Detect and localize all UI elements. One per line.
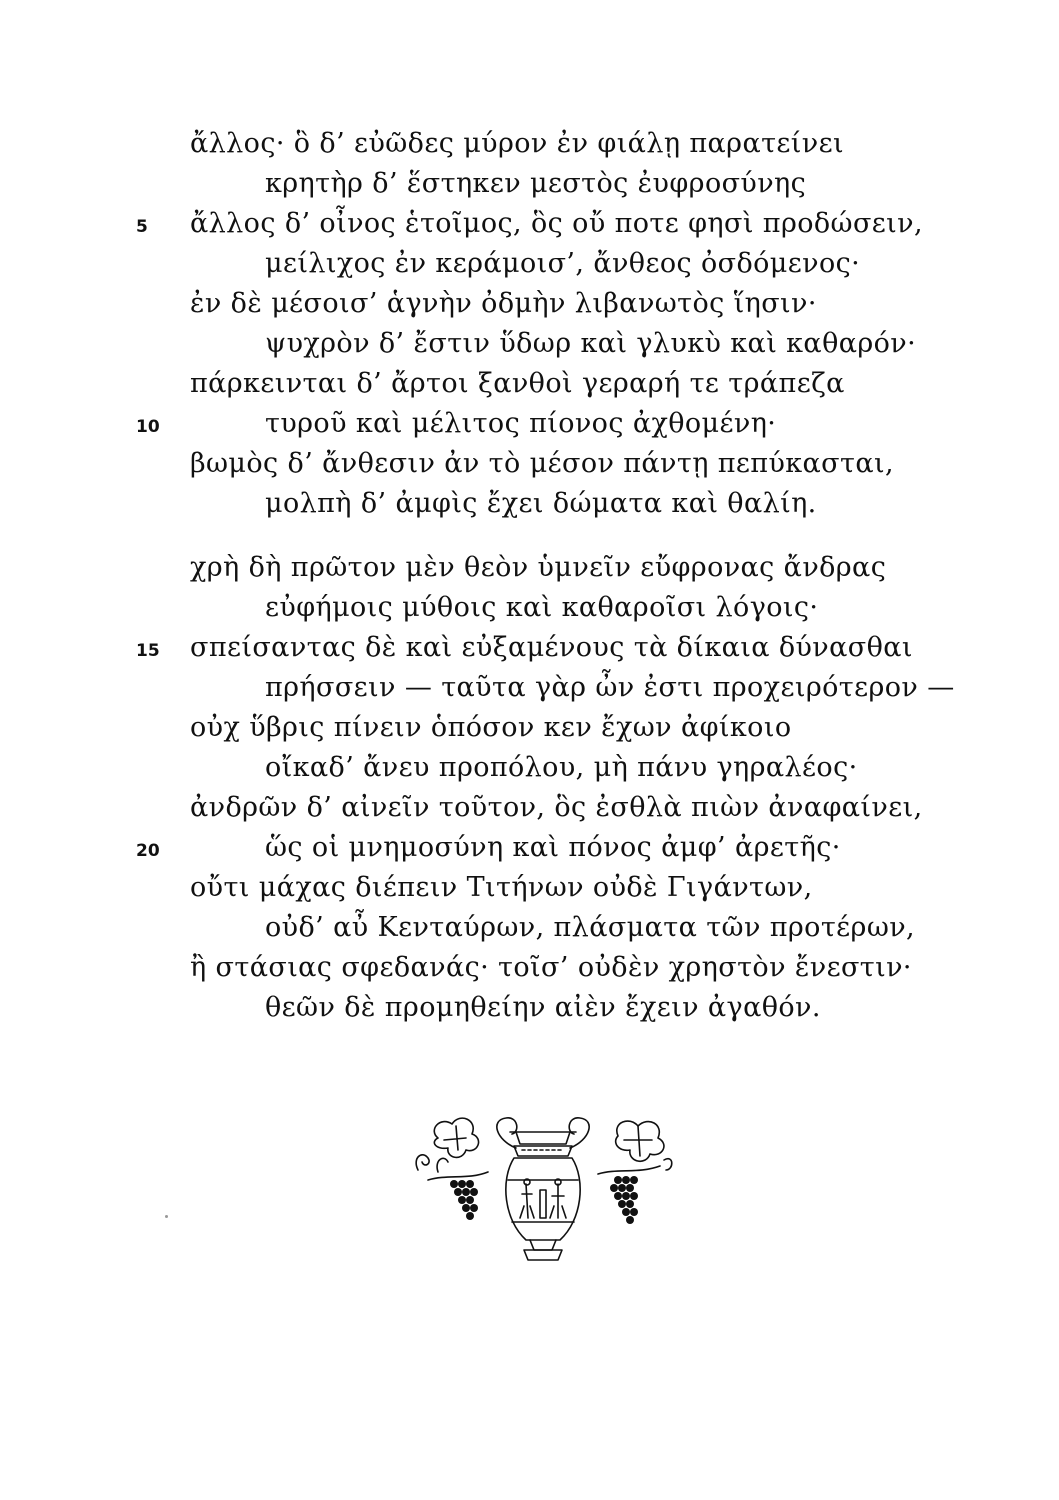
verse-line: [0, 124, 1059, 164]
verse-text: οὐδ’ αὖ Κενταύρων, πλάσματα τῶν προτέρων,: [265, 912, 916, 943]
verse-text: ἐν δὲ μέσοισ’ ἁγνὴν ὀδμὴν λιβανωτὸς ἵησιν·: [190, 288, 817, 319]
verse-text: μείλιχος ἐν κεράμοισ’, ἄνθεος ὀσδόμενος·: [265, 248, 861, 279]
verse-line: [0, 284, 1059, 324]
verse-text: ἀνδρῶν δ’ αἰνεῖν τοῦτον, ὃς ἐσθλὰ πιὼν ἀναφαίνει,: [190, 792, 923, 823]
verse-text: εὐφήμοις μύθοις καὶ καθαροῖσι λόγοις·: [265, 592, 819, 623]
verse-line: [0, 244, 1059, 284]
verse-text: τυροῦ καὶ μέλιτος πίονος ἀχθομένη·: [265, 408, 777, 439]
verse-text: κρητὴρ δ’ ἕστηκεν μεστὸς ἐυφροσύνης: [265, 168, 807, 199]
verse-text: οὔτι μάχας διέπειν Τιτήνων οὐδὲ Γιγάντων,: [190, 872, 813, 903]
line-number: 15: [136, 641, 160, 661]
verse-line: [0, 708, 1059, 748]
verse-text: οἴκαδ’ ἄνευ προπόλου, μὴ πάνυ γηραλέος·: [265, 752, 858, 783]
verse-line: [0, 868, 1059, 908]
verse-line: [0, 404, 1059, 444]
stanza-1: [0, 124, 1059, 524]
verse-text: ἢ στάσιας σφεδανάς· τοῖσ’ οὐδὲν χρηστὸν ἔνεστιν·: [190, 952, 912, 983]
verse-line: [0, 988, 1059, 1028]
verse-text: ἄλλος· ὃ δ’ εὐῶδες μύρον ἐν φιάλῃ παρατείνει: [190, 128, 844, 159]
stanza-2: [0, 548, 1059, 1028]
verse-text: θεῶν δὲ προμηθείην αἰὲν ἔχειν ἀγαθόν.: [265, 992, 821, 1023]
verse-line: [0, 484, 1059, 524]
verse-line: [0, 668, 1059, 708]
verse-text: οὐχ ὕβρις πίνειν ὁπόσον κεν ἔχων ἀφίκοιο: [190, 712, 792, 743]
verse-line: [0, 588, 1059, 628]
verse-text: ὥς οἱ μνημοσύνη καὶ πόνος ἀμφ’ ἀρετῆς·: [265, 832, 841, 863]
verse-line: [0, 788, 1059, 828]
verse-text: πρήσσειν — ταῦτα γὰρ ὦν ἐστι προχειρότερον —: [265, 672, 955, 703]
paper-speck: [165, 1215, 168, 1218]
verse-line: [0, 364, 1059, 404]
verse-line: [0, 324, 1059, 364]
verse-text: πάρκεινται δ’ ἄρτοι ξανθοὶ γεραρή τε τράπεζα: [190, 368, 845, 399]
verse-text: ἄλλος δ’ οἶνος ἑτοῖμος, ὃς οὔ ποτε φησὶ προδώσειν,: [190, 208, 923, 239]
verse-line: [0, 164, 1059, 204]
line-number: 20: [136, 841, 160, 861]
verse-line: [0, 828, 1059, 868]
verse-text: σπείσαντας δὲ καὶ εὐξαμένους τὰ δίκαια δύνασθαι: [190, 632, 913, 663]
verse-text: χρὴ δὴ πρῶτον μὲν θεὸν ὑμνεῖν εὔφρονας ἄνδρας: [190, 552, 887, 583]
verse-line: [0, 748, 1059, 788]
amphora-with-grapevine-icon: [408, 1110, 678, 1290]
verse-text: ψυχρὸν δ’ ἔστιν ὕδωρ καὶ γλυκὺ καὶ καθαρόν·: [265, 328, 917, 359]
verse-line: [0, 948, 1059, 988]
verse-line: [0, 908, 1059, 948]
verse-line: [0, 548, 1059, 588]
verse-line: [0, 204, 1059, 244]
verse-line: [0, 628, 1059, 668]
line-number: 10: [136, 417, 160, 437]
verse-text: μολπὴ δ’ ἀμφὶς ἔχει δώματα καὶ θαλίη.: [265, 488, 817, 519]
line-number: 5: [136, 217, 148, 237]
verse-line: [0, 444, 1059, 484]
verse-text: βωμὸς δ’ ἄνθεσιν ἀν τὸ μέσον πάντῃ πεπύκασται,: [190, 448, 894, 479]
